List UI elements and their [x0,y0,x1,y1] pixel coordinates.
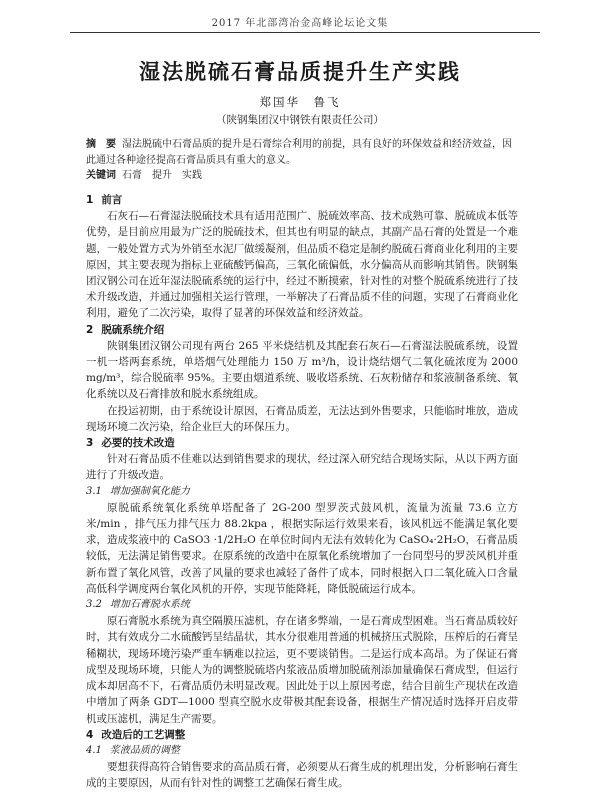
paragraph: 要想获得高符合销售要求的高品质石膏，必须要从石膏生成的机理出发，分析影响石膏生成的主要原因，从而有针对性的调整工艺确保石膏生成。 [86,761,518,790]
abstract [86,137,518,169]
authors: 郑国华 鲁飞 [259,95,341,109]
paragraph: 原脱硫系统氧化系统单塔配备了 2G-200 型罗茨式鼓风机，流量为流量 73.6 立方米/min ，排气压力排气压力 88.2kpa ，根据实际运行效果来看，该风机远不能满足氧化要求，造成浆液中的 CaSO3 ·1/2H₂O 在单位时间内无法有效转化为 CaSO₄·2H₂O，石膏品质较低，无法满足销售要求。在原系统的改造中在原氧化系统增加了一台同型号的罗茨风机并重新布置了氧化风管，改善了风量的要求也减轻了备件了成本，同时根据入口二氧化硫入口含量高低科学调度两台氧化风机的开停，实现节能降耗，降低脱硫运行成本。 [86,501,518,595]
paragraph: 在投运初期，由于系统设计原因，石膏品质差，无法达到外售要求，只能临时堆放，造成现场环境二次污染，给企业巨大的环保压力。 [86,404,518,433]
section-heading: 4 改造后的工艺调整 [86,728,186,741]
section-heading: 1 前言 [86,194,123,206]
abstract-label: 摘 要 [86,139,116,150]
paragraph: 针对石膏品质不佳难以达到销售要求的现状，经过深入研究结合现场实际，从以下两方面进行了升级改造。 [86,453,518,482]
section-heading: 2 脱硫系统介绍 [86,323,165,336]
running-head: 2017 年北部湾冶金高峰论坛论文集 [211,18,389,29]
subsection-heading: 4.1 浆液品质的调整 [86,744,180,756]
body-text [86,192,518,792]
keywords-label: 关键词 [86,170,116,181]
section-heading: 3 必要的技术改造 [86,437,175,450]
abstract-text: 湿法脱硫中石膏品质的提升是石膏综合利用的前提，具有良好的环保效益和经济效益，因此通过各种途径提高石膏品质具有重大的意义。 [86,139,512,166]
paragraph: 原石膏脱水系统为真空隔膜压滤机，存在诸多弊端，一是石膏成型困难。当石膏品质较好时，其有效成分二水硫酸钙呈结晶状，其水分很难用普通的机械挤压式脱除，压榨后的石膏呈稀糊状，现场环境污染严重车辆难以拉运，更不要谈销售。二是运行成本高昂。为了保证石膏成型及现场环境，只能人为的调整脱硫塔内浆液品质增加脱硫剂添加量确保石膏成型，但运行成本却居高不下，石膏品质仍未明显改观。因此处于以上原因考虑，结合目前生产现状在改造中增加了两条 GDT—1000 型真空脱水皮带极其配套设备，根据生产情况适时选择开启皮带机或压滤机，满足生产需要。 [86,615,518,725]
paper-title: 湿法脱硫石膏品质提升生产实践 [139,60,461,84]
header-rule [70,32,540,33]
keywords [86,168,518,184]
keywords-text: 石膏 提升 实践 [122,170,202,181]
subsection-heading: 3.1 增加强制氧化能力 [86,485,190,497]
subsection-heading: 3.2 增加石膏脱水系统 [86,599,190,611]
paragraph: 陕钢集团汉钢公司现有两台 265 平米烧结机及其配套石灰石—石膏湿法脱硫系统，设置一机一塔两套系统，单塔烟气处理能力 150 万 m³/h，设计烧结烟气二氧化硫浓度为 2000 mg/m³，综合脱硫率 95%。主要由烟道系统、吸收塔系统、石灰粉储存和浆液制备系统、氧化系统以及石膏排放和脱水系统组成。 [86,339,518,401]
affiliation: （陕钢集团汉中钢铁有限责任公司） [216,114,384,126]
paragraph: 石灰石—石膏湿法脱硫技术具有适用范围广、脱硫效率高、技术成熟可靠、脱硫成本低等优势，是目前应用最为广泛的脱硫技术，但其也有明显的缺点，其副产品石膏的处置是一个难题，一般处置方式为外销至水泥厂做缓凝剂，但品质不稳定是制约脱硫石膏商业化利用的主要原因，其主要表现为指标上亚硫酸钙偏高，三氧化硫偏低，水分偏高从而影响其销售。陕钢集团汉钢公司在近年湿法脱硫系统的运行中，经过不断摸索，针对性的对整个脱硫系统进行了技术升级改造，并通过加强相关运行管理，一举解决了石膏品质不佳的问题，实现了石膏商业化利用，避免了二次污染，取得了显著的环保效益和经济效益。 [86,210,518,320]
